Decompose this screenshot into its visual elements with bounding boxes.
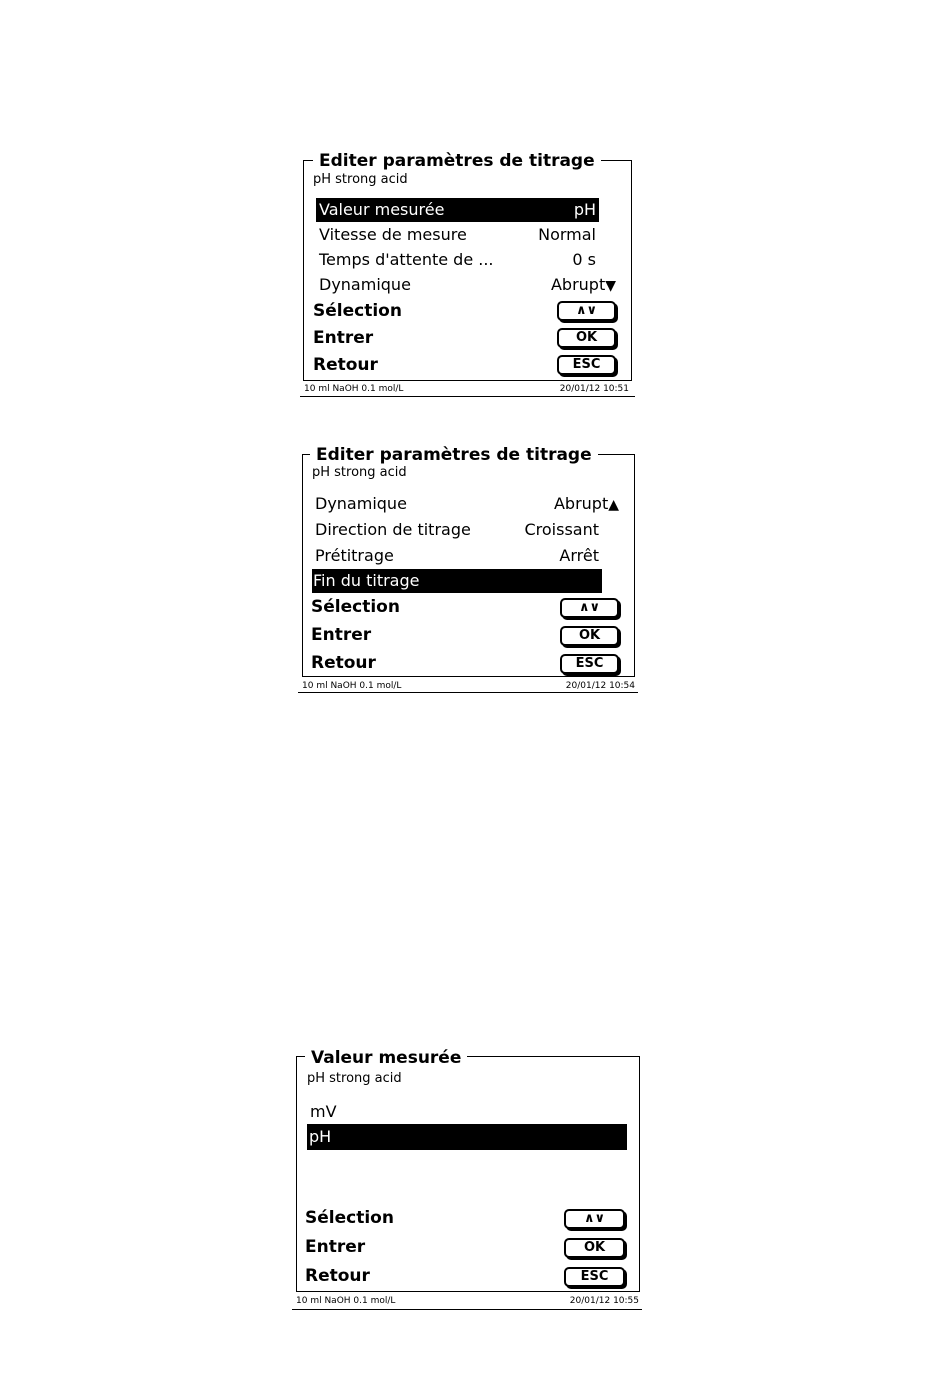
param-value: Normal [538, 225, 596, 244]
screen-edit-params-2 [298, 444, 638, 694]
screen-edit-params-1 [300, 150, 635, 398]
status-datetime: 20/01/12 10:55 [569, 1296, 639, 1306]
esc-key[interactable]: ESC [560, 654, 619, 674]
param-value-wrap [551, 273, 616, 298]
up-down-key[interactable]: ∧∨ [557, 301, 616, 321]
param-value: 0 s [572, 250, 596, 269]
param-value: Abrupt [553, 494, 609, 513]
param-row-pretitrage[interactable] [312, 544, 602, 568]
option-label: pH [309, 1127, 332, 1146]
dialog-title: Editer paramètres de titrage [310, 445, 598, 465]
param-label: Dynamique [315, 494, 407, 513]
scroll-up-icon: ▲ [608, 497, 619, 513]
screen-valeur-mesuree [292, 1047, 642, 1312]
ok-key[interactable]: OK [560, 626, 619, 646]
ok-key[interactable]: OK [557, 328, 616, 348]
selection-label: Sélection [313, 301, 402, 321]
status-divider [292, 1309, 642, 1310]
param-row-fin-du-titrage[interactable] [312, 569, 602, 593]
param-row-dynamique[interactable] [316, 273, 619, 297]
retour-label: Retour [311, 653, 376, 673]
status-reagent: 10 ml NaOH 0.1 mol/L [296, 1296, 396, 1306]
option-label: mV [310, 1102, 337, 1121]
param-value: Croissant [524, 520, 599, 539]
param-label: Temps d'attente de ... [319, 250, 494, 269]
method-name: pH strong acid [313, 172, 408, 187]
retour-label: Retour [305, 1266, 370, 1286]
status-datetime: 20/01/12 10:54 [565, 681, 635, 691]
retour-label: Retour [313, 355, 378, 375]
param-value: pH [573, 200, 596, 219]
method-name: pH strong acid [307, 1071, 402, 1086]
status-divider [300, 396, 635, 397]
param-label: Prétitrage [315, 546, 394, 565]
esc-key[interactable]: ESC [557, 355, 616, 375]
status-reagent: 10 ml NaOH 0.1 mol/L [302, 681, 402, 691]
param-row-vitesse-de-mesure[interactable] [316, 223, 599, 247]
ok-key[interactable]: OK [564, 1238, 625, 1258]
param-row-dynamique[interactable] [312, 492, 622, 516]
param-value: Abrupt [550, 275, 606, 294]
dialog-title: Editer paramètres de titrage [313, 151, 601, 171]
selection-label: Sélection [311, 597, 400, 617]
dialog-title: Valeur mesurée [305, 1048, 467, 1068]
selection-label: Sélection [305, 1208, 394, 1228]
method-name: pH strong acid [312, 465, 407, 480]
status-datetime: 20/01/12 10:51 [559, 384, 629, 394]
entrer-label: Entrer [313, 328, 374, 348]
param-label: Vitesse de mesure [319, 225, 467, 244]
param-label: Fin du titrage [313, 571, 420, 590]
param-row-valeur-mesuree[interactable] [316, 198, 599, 222]
scroll-down-icon: ▼ [605, 278, 616, 294]
status-divider [298, 692, 638, 693]
param-row-direction-de-titrage[interactable] [312, 518, 602, 542]
esc-key[interactable]: ESC [564, 1267, 625, 1287]
up-down-key[interactable]: ∧∨ [560, 598, 619, 618]
entrer-label: Entrer [311, 625, 372, 645]
option-ph[interactable] [307, 1124, 627, 1150]
param-value-wrap [554, 492, 619, 517]
param-label: Valeur mesurée [319, 200, 445, 219]
param-row-temps-attente[interactable] [316, 248, 599, 272]
param-value: Arrêt [559, 546, 599, 565]
param-label: Dynamique [319, 275, 411, 294]
up-down-key[interactable]: ∧∨ [564, 1209, 625, 1229]
option-mv[interactable] [307, 1100, 627, 1124]
entrer-label: Entrer [305, 1237, 366, 1257]
status-reagent: 10 ml NaOH 0.1 mol/L [304, 384, 404, 394]
param-label: Direction de titrage [315, 520, 471, 539]
